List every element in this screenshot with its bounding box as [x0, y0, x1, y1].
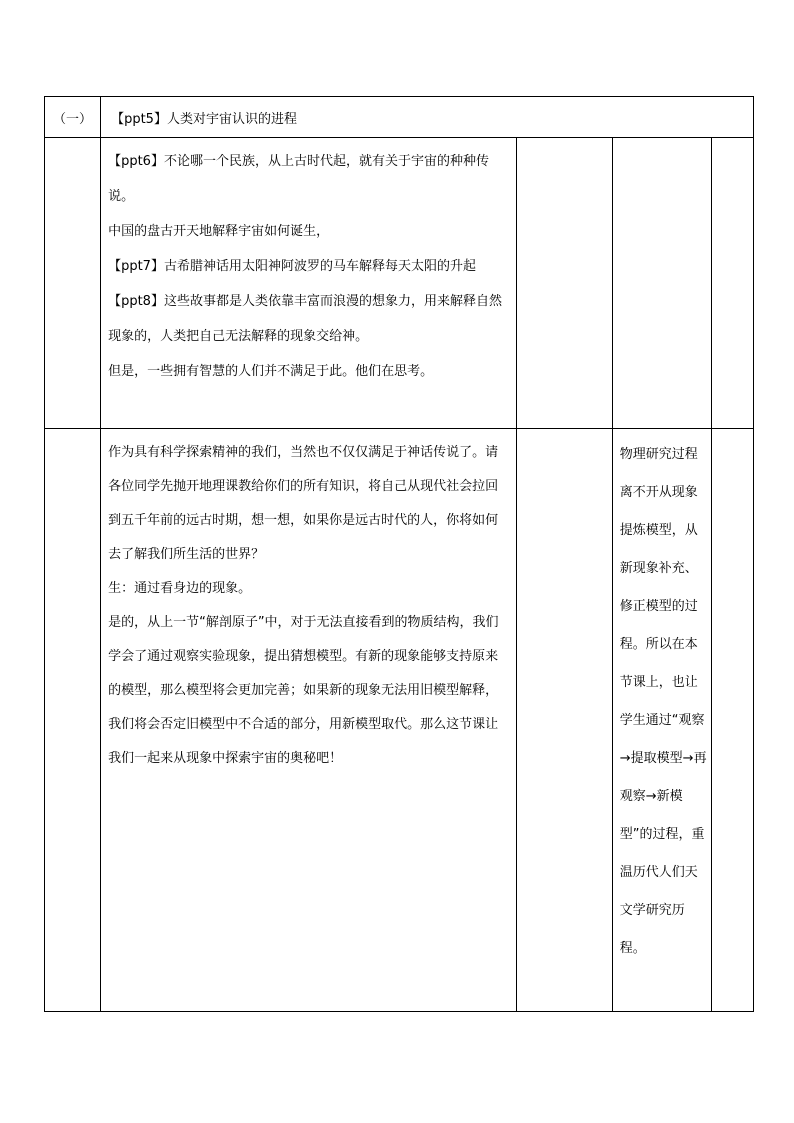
- section-header-row: [45, 97, 754, 138]
- teaching-content-cell: [101, 138, 517, 429]
- design-note: 物理研究过程离不开从现象提炼模型，从新现象补充、修正模型的过程。所以在本节课上，也让学生通过“观察→提取模型→再观察→新模型”的过程，重温历代人们天文学研究历程。: [619, 447, 707, 956]
- paragraph: 但是，一些拥有智慧的人们并不满足于此。他们在思考。: [108, 364, 434, 379]
- paragraph: 【ppt8】这些故事都是人类依靠丰富而浪漫的想象力，用来解释自然现象的，人类把自己无法解释的现象交给神。: [108, 294, 502, 344]
- empty-label-cell: [45, 138, 101, 429]
- lesson-plan-table: [44, 96, 754, 1012]
- paragraph: 【ppt6】不论哪一个民族，从上古时代起，就有关于宇宙的种种传说。: [108, 154, 489, 204]
- content-row-myths: [45, 138, 754, 429]
- paragraph: 是的，从上一节“解剖原子”中，对于无法直接看到的物质结构，我们学会了通过观察实验现象，提出猜想模型。有新的现象能够支持原来的模型，那么模型将会更加完善；如果新的现象无法用旧模型解释，我们将会否定旧模型中不合适的部分，用新模型取代。那么这节课让我们一起来从现象中探索宇宙的奥秘吧！: [108, 615, 499, 766]
- empty-cell: [711, 138, 753, 429]
- section-title: 【ppt5】人类对宇宙认识的进程: [101, 97, 754, 138]
- paragraph: 生：通过看身边的现象。: [108, 581, 252, 596]
- section-label: （一）: [45, 97, 101, 138]
- paragraph: 【ppt7】古希腊神话用太阳神阿波罗的马车解释每天太阳的升起: [108, 259, 476, 274]
- paragraph: 作为具有科学探索精神的我们，当然也不仅仅满足于神话传说了。请各位同学先抛开地理课教给你们的所有知识，将自己从现代社会拉回到五千年前的远古时期，想一想，如果你是远古时代的人，你将如何去了解我们所生活的世界？: [108, 445, 499, 562]
- empty-cell: [516, 429, 612, 1012]
- empty-cell: [612, 138, 711, 429]
- content-row-exploration: [45, 429, 754, 1012]
- paragraph: 中国的盘古开天地解释宇宙如何诞生，: [108, 224, 330, 239]
- teaching-content-cell: [101, 429, 517, 1012]
- empty-label-cell: [45, 429, 101, 1012]
- design-intent-cell: [612, 429, 711, 1012]
- empty-cell: [711, 429, 753, 1012]
- empty-cell: [516, 138, 612, 429]
